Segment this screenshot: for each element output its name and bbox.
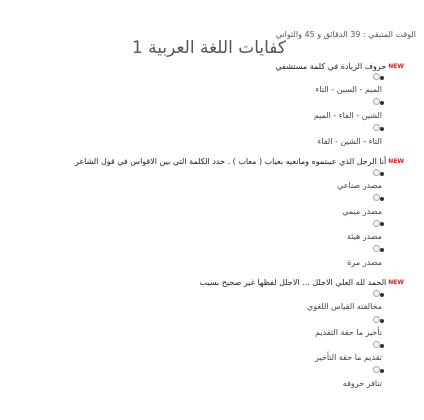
option-radio[interactable] bbox=[373, 194, 380, 201]
option-bullet bbox=[380, 319, 384, 323]
option-bullet bbox=[380, 344, 384, 348]
option-label[interactable]: الميم - السين - التاء bbox=[315, 85, 382, 94]
new-badge-icon: NEW bbox=[388, 158, 404, 165]
option-label[interactable]: التاء - الشين - الفاء bbox=[317, 137, 382, 146]
option-bullet bbox=[380, 369, 384, 373]
question-text bbox=[200, 278, 404, 287]
option-bullet bbox=[380, 127, 384, 131]
option-label[interactable]: تنافر حروفه bbox=[342, 379, 382, 388]
option-bullet bbox=[380, 222, 384, 226]
question-text bbox=[75, 157, 404, 166]
option-bullet bbox=[380, 76, 384, 80]
option-bullet bbox=[380, 172, 384, 176]
question-text bbox=[276, 62, 404, 71]
option-radio[interactable] bbox=[373, 366, 380, 373]
option-label[interactable]: مصدر مرة bbox=[347, 258, 382, 267]
option-radio[interactable] bbox=[373, 169, 380, 176]
option-label[interactable]: مصدر صناعي bbox=[337, 181, 382, 190]
option-radio[interactable] bbox=[373, 341, 380, 348]
option-bullet bbox=[380, 197, 384, 201]
option-label[interactable]: الشين - الفاء - الميم bbox=[313, 111, 382, 120]
option-label[interactable]: تقديم ما حقة التأخير bbox=[315, 353, 382, 362]
option-radio[interactable] bbox=[373, 290, 380, 297]
timer-text: الوقت المتبقي : 39 الدقائق و 45 والثواني bbox=[275, 30, 416, 39]
page-title: كفايات اللغة العربية 1 bbox=[131, 38, 286, 58]
option-radio[interactable] bbox=[373, 220, 380, 227]
new-badge-icon: NEW bbox=[388, 279, 404, 286]
option-bullet bbox=[380, 293, 384, 297]
new-badge-icon: NEW bbox=[388, 63, 404, 70]
option-label[interactable]: مصدر هيئة bbox=[346, 232, 382, 241]
option-bullet bbox=[380, 101, 384, 105]
option-radio[interactable] bbox=[373, 98, 380, 105]
option-label[interactable]: مصدر ميمي bbox=[342, 207, 382, 216]
option-label[interactable]: مخالفته القياس اللغوي bbox=[306, 302, 382, 311]
option-bullet bbox=[380, 248, 384, 252]
option-radio[interactable] bbox=[373, 73, 380, 80]
question-label: حروف الزيادة في كلمة مستشفي bbox=[275, 62, 387, 71]
option-radio[interactable] bbox=[373, 245, 380, 252]
question-label: أنا الرجل الذي عيبتموه ومانعيه بعياب ( معاب ) . حدد الكلمة التي بين الاقواس في قول الشاعر bbox=[74, 157, 387, 166]
question-label: الحمد لله العلي الاجلل ... الاجلل لفظها غير صحيح بسبب bbox=[199, 278, 387, 287]
option-radio[interactable] bbox=[373, 316, 380, 323]
option-label[interactable]: تأخير ما حقة التقديم bbox=[315, 328, 382, 337]
option-radio[interactable] bbox=[373, 124, 380, 131]
